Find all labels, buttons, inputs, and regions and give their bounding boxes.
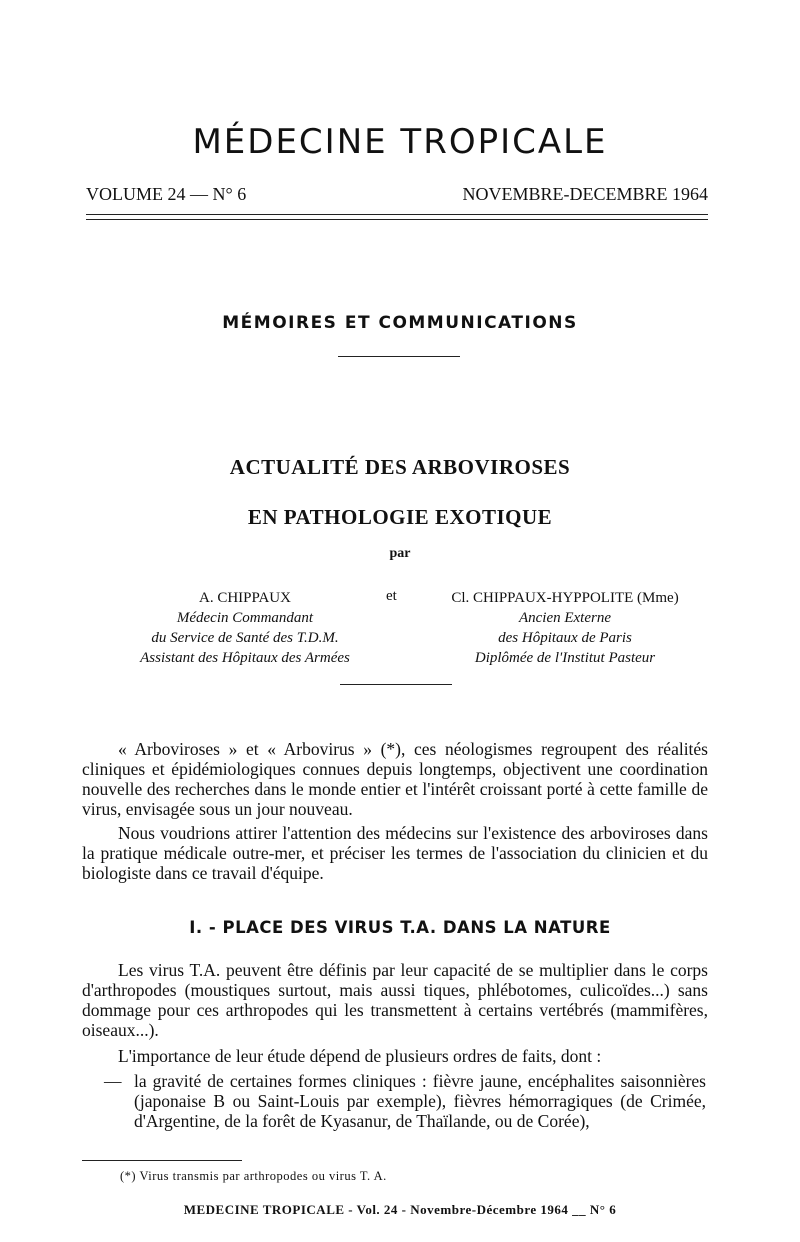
author-2-affiliation-1: Ancien Externe — [518, 610, 612, 626]
author-1 — [100, 588, 390, 668]
section-1-heading: I. - PLACE DES VIRUS T.A. DANS LA NATURE — [189, 918, 611, 937]
section-1-paragraph-2: L'importance de leur étude dépend de plusieurs ordres de faits, dont : — [118, 1046, 602, 1066]
intro-paragraph-1: « Arboviroses » et « Arbovirus » (*), ces néologismes regroupent des réalités cliniques et épidémiologiques connues depuis longtemps, objectivent une coordination nouvelle des recherches dans le monde entier et l'intérêt croissant porté à cette famille de virus, envisagée sous un jour nouveau. — [82, 739, 708, 819]
footnote-rule — [82, 1160, 242, 1161]
author-1-name: A. CHIPPAUX — [199, 590, 291, 606]
footnote: (*) Virus transmis par arthropodes ou virus T. A. — [120, 1169, 387, 1183]
author-conjunction: et — [386, 588, 397, 604]
author-divider — [340, 684, 452, 685]
article-title-line2: EN PATHOLOGIE EXOTIQUE — [247, 505, 553, 529]
journal-title: MÉDECINE TROPICALE — [192, 122, 608, 162]
author-2-affiliation-2: des Hôpitaux de Paris — [498, 630, 632, 646]
page-footer: MEDECINE TROPICALE - Vol. 24 - Novembre-Décembre 1964 __ N° 6 — [183, 1202, 617, 1217]
section-heading: MÉMOIRES ET COMMUNICATIONS — [222, 313, 578, 333]
article-title-line1: ACTUALITÉ DES ARBOVIROSES — [229, 455, 571, 479]
section-divider — [338, 356, 460, 357]
list-dash: — — [104, 1071, 122, 1091]
author-2-affiliation-3: Diplômée de l'Institut Pasteur — [474, 650, 656, 666]
header-rule-top — [86, 214, 708, 215]
intro-text — [82, 739, 708, 883]
author-1-affiliation-2: du Service de Santé des T.D.M. — [151, 630, 339, 646]
by-label: par — [389, 546, 411, 561]
author-1-affiliation-3: Assistant des Hôpitaux des Armées — [140, 650, 350, 666]
section-1-paragraph-1: Les virus T.A. peuvent être définis par leur capacité de se multiplier dans le corps d'arthropodes (moustiques surtout, mais aussi tiques, phlébotomes, culicoïdes...) sans dommage pour ces arthropodes qui les transmettent à certains vertébrés (mammifères, oiseaux...). — [82, 960, 708, 1040]
section-1-text — [82, 960, 708, 1066]
author-2-name: Cl. CHIPPAUX-HYPPOLITE (Mme) — [451, 590, 679, 606]
author-1-affiliation-1: Médecin Commandant — [176, 610, 314, 626]
header-rule-bottom — [86, 219, 708, 220]
volume-number: VOLUME 24 — N° 6 — [86, 184, 247, 204]
list-item-1: la gravité de certaines formes cliniques : fièvre jaune, encéphalites saisonnières (japonaise B ou Saint-Louis par exemple), fièvres hémorragiques (de Crimée, d'Argentine, de la forêt de Kyasanur, de Thaïlande, ou de Corée), — [134, 1071, 706, 1131]
issue-date: NOVEMBRE-DECEMBRE 1964 — [462, 184, 708, 204]
intro-paragraph-2: Nous voudrions attirer l'attention des médecins sur l'existence des arboviroses dans la pratique médicale outre-mer, et préciser les termes de l'association du clinicien et du biologiste dans ce travail d'équipe. — [82, 823, 708, 883]
author-2 — [420, 588, 710, 668]
